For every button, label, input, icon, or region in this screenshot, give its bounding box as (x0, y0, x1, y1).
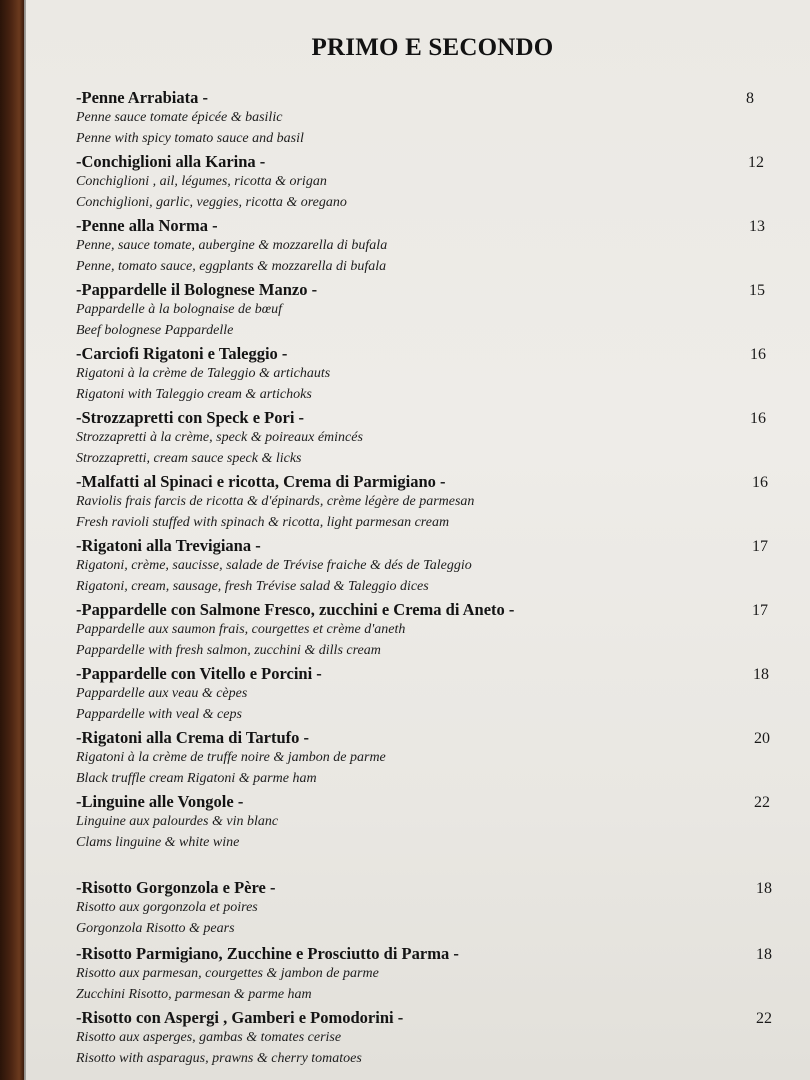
dish-description-fr: Risotto aux asperges, gambas & tomates cerise (76, 1030, 342, 1045)
dish-name: -Penne alla Norma - (76, 216, 218, 235)
dish-description-en: Penne with spicy tomato sauce and basil (76, 131, 304, 146)
dish-description-fr: Pappardelle à la bolognaise de bœuf (76, 302, 282, 317)
dish-price: 22 (756, 1010, 772, 1027)
dish-description-en: Clams linguine & white wine (76, 835, 240, 850)
dish-name: -Strozzapretti con Speck e Pori - (76, 408, 305, 427)
dish-description-fr: Pappardelle aux saumon frais, courgettes et crème d'aneth (76, 622, 406, 637)
dish-description-fr: Rigatoni à la crème de truffe noire & jambon de parme (76, 750, 386, 765)
dish-description-en: Gorgonzola Risotto & pears (76, 921, 235, 936)
dish-name: -Risotto con Aspergi , Gamberi e Pomodorini - (76, 1008, 404, 1027)
dish-description-fr: Risotto aux parmesan, courgettes & jambon de parme (76, 966, 379, 981)
dish-price: 13 (749, 218, 765, 235)
dish-description-fr: Raviolis frais farcis de ricotta & d'épinards, crème légère de parmesan (76, 494, 475, 509)
dish-name: -Pappardelle con Salmone Fresco, zucchini e Crema di Aneto - (76, 600, 515, 619)
dish-name: -Linguine alle Vongole - (76, 792, 244, 811)
dish-description-en: Pappardelle with veal & ceps (76, 707, 242, 722)
dish-price: 18 (756, 946, 772, 963)
dish-price: 8 (746, 90, 754, 107)
dish-description-fr: Strozzapretti à la crème, speck & poireaux émincés (76, 430, 363, 445)
dish-description-en: Penne, tomato sauce, eggplants & mozzarella di bufala (76, 259, 387, 274)
dish-description-fr: Penne sauce tomate épicée & basilic (76, 110, 283, 125)
dish-name: -Risotto Gorgonzola e Père - (76, 878, 276, 897)
dish-description-en: Risotto with asparagus, prawns & cherry tomatoes (76, 1051, 362, 1066)
dish-description-en: Beef bolognese Pappardelle (76, 323, 234, 338)
dish-name: -Pappardelle con Vitello e Porcini - (76, 664, 322, 683)
dish-price: 16 (752, 474, 768, 491)
dish-description-en: Fresh ravioli stuffed with spinach & ricotta, light parmesan cream (76, 515, 450, 530)
dish-description-fr: Rigatoni, crème, saucisse, salade de Trévise fraiche & dés de Taleggio (76, 558, 472, 573)
dish-name: -Conchiglioni alla Karina - (76, 152, 266, 171)
dish-description-fr: Penne, sauce tomate, aubergine & mozzarella di bufala (76, 238, 388, 253)
dish-description-en: Pappardelle with fresh salmon, zucchini & dills cream (76, 643, 381, 658)
dish-name: -Rigatoni alla Crema di Tartufo - (76, 728, 309, 747)
dish-price: 18 (756, 880, 772, 897)
dish-description-fr: Rigatoni à la crème de Taleggio & artichauts (76, 366, 331, 381)
menu-title: PRIMO E SECONDO (311, 34, 554, 61)
menu-frame (0, 0, 24, 1080)
dish-name: -Malfatti al Spinaci e ricotta, Crema di Parmigiano - (76, 472, 446, 491)
dish-price: 15 (749, 282, 765, 299)
dish-name: -Carciofi Rigatoni e Taleggio - (76, 344, 288, 363)
dish-price: 22 (754, 794, 770, 811)
dish-description-en: Rigatoni with Taleggio cream & artichoks (76, 387, 312, 402)
dish-description-fr: Linguine aux palourdes & vin blanc (76, 814, 279, 829)
dish-price: 17 (752, 602, 768, 619)
dish-description-fr: Risotto aux gorgonzola et poires (76, 900, 258, 915)
dish-description-en: Rigatoni, cream, sausage, fresh Trévise salad & Taleggio dices (76, 579, 429, 594)
dish-description-fr: Pappardelle aux veau & cèpes (76, 686, 248, 701)
dish-name: -Penne Arrabiata - (76, 88, 208, 107)
dish-description-fr: Conchiglioni , ail, légumes, ricotta & origan (76, 174, 327, 189)
dish-price: 18 (753, 666, 769, 683)
dish-description-en: Zucchini Risotto, parmesan & parme ham (76, 987, 312, 1002)
dish-price: 17 (752, 538, 768, 555)
dish-price: 16 (750, 410, 766, 427)
dish-name: -Pappardelle il Bolognese Manzo - (76, 280, 318, 299)
dish-price: 20 (754, 730, 770, 747)
dish-description-en: Black truffle cream Rigatoni & parme ham (76, 771, 317, 786)
dish-name: -Rigatoni alla Trevigiana - (76, 536, 261, 555)
dish-price: 16 (750, 346, 766, 363)
dish-description-en: Strozzapretti, cream sauce speck & licks (76, 451, 302, 466)
dish-description-en: Conchiglioni, garlic, veggies, ricotta & oregano (76, 195, 347, 210)
dish-price: 12 (748, 154, 764, 171)
dish-name: -Risotto Parmigiano, Zucchine e Prosciutto di Parma - (76, 944, 459, 963)
